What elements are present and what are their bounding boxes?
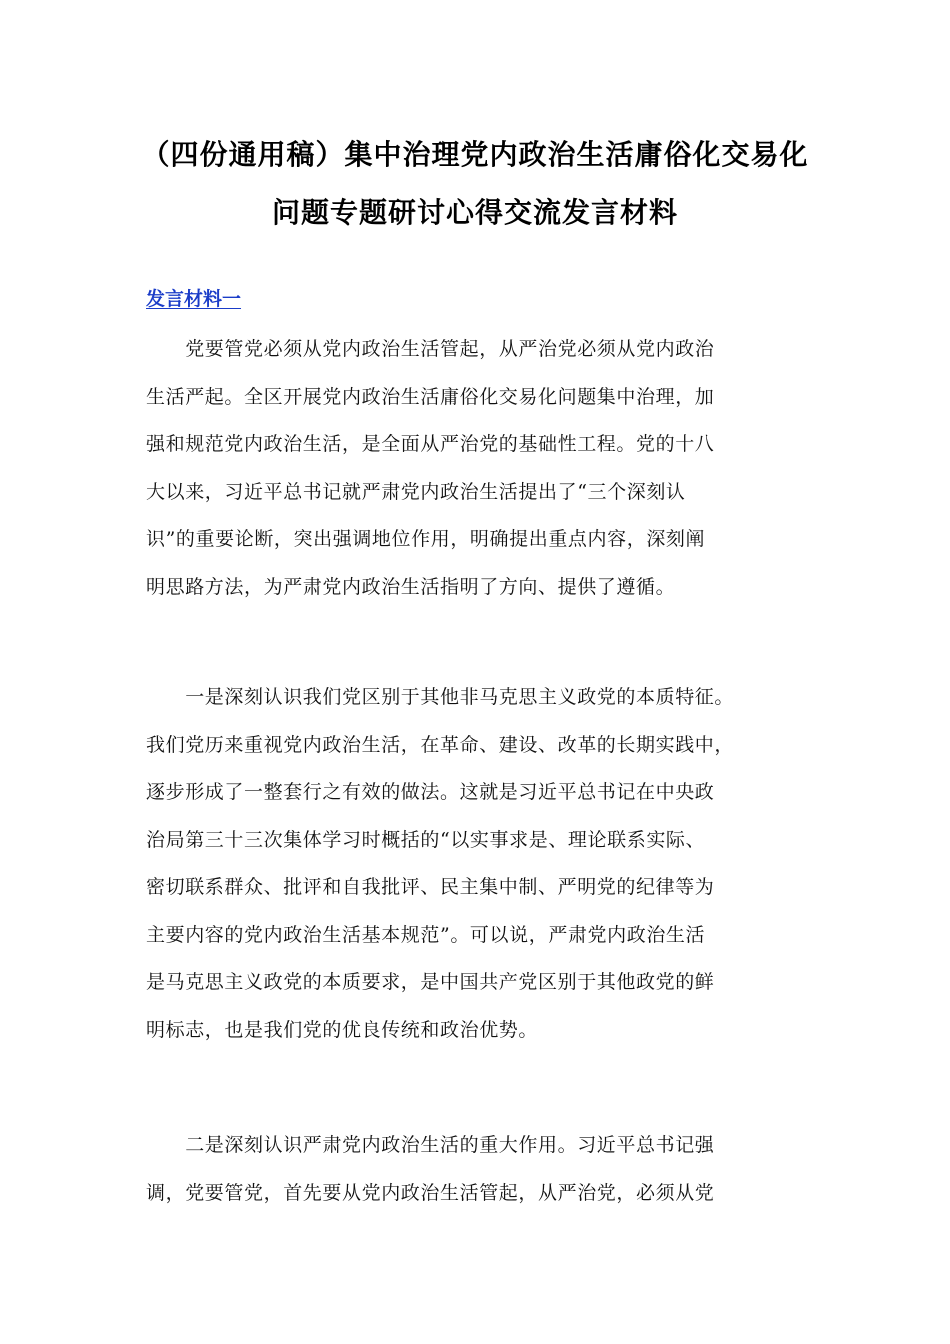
paragraph-line: 明标志，也是我们党的优良传统和政治优势。 [146, 1018, 539, 1041]
paragraph-line: 我们党历来重视党内政治生活，在革命、建设、改革的长期实践中， [146, 733, 735, 756]
title-line-1: （四份通用稿）集中治理党内政治生活庸俗化交易化 [141, 138, 809, 171]
paragraph-line: 强和规范党内政治生活，是全面从严治党的基础性工程。党的十八 [146, 433, 715, 455]
paragraph-line: 识”的重要论断，突出强调地位作用，明确提出重点内容，深刻阐 [146, 528, 706, 550]
paragraph-line: 二是深刻认识严肃党内政治生活的重大作用。习近平总书记强 [146, 1134, 715, 1156]
paragraph-line: 主要内容的党内政治生活基本规范”。可以说，严肃党内政治生活 [146, 923, 706, 946]
paragraph-line: 党要管党必须从党内政治生活管起，从严治党必须从党内政治 [146, 338, 715, 360]
paragraph-1 [146, 326, 826, 611]
paragraph-line: 密切联系群众、批评和自我批评、民主集中制、严明党的纪律等为 [146, 876, 715, 898]
paragraph-3 [146, 1122, 826, 1217]
title-line-2: 问题专题研讨心得交流发言材料 [271, 196, 678, 229]
document-title [120, 126, 830, 242]
paragraph-line: 生活严起。全区开展党内政治生活庸俗化交易化问题集中治理，加 [146, 385, 715, 408]
section-heading-link[interactable]: 发言材料一 [146, 288, 242, 310]
paragraph-2 [146, 674, 826, 1054]
paragraph-line: 是马克思主义政党的本质要求，是中国共产党区别于其他政党的鲜 [146, 971, 715, 993]
paragraph-line: 一是深刻认识我们党区别于其他非马克思主义政党的本质特征。 [146, 686, 735, 708]
paragraph-line: 明思路方法，为严肃党内政治生活指明了方向、提供了遵循。 [146, 575, 676, 598]
paragraph-line: 调，党要管党，首先要从党内政治生活管起，从严治党，必须从党 [146, 1181, 715, 1204]
paragraph-line: 治局第三十三次集体学习时概括的“以实事求是、理论联系实际、 [146, 828, 706, 851]
paragraph-line: 逐步形成了一整套行之有效的做法。这就是习近平总书记在中央政 [146, 781, 715, 803]
paragraph-line: 大以来，习近平总书记就严肃党内政治生活提出了“三个深刻认 [146, 480, 686, 503]
